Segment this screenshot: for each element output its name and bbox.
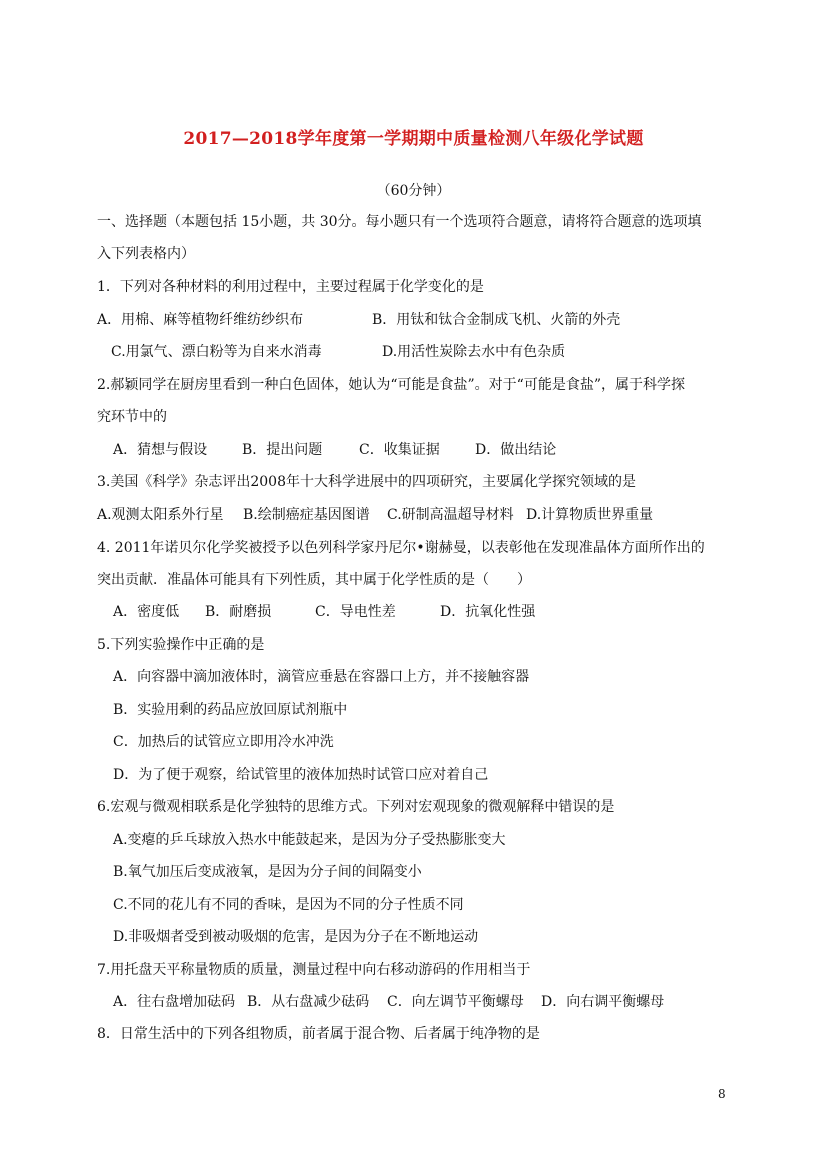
question-4-option-c: C．导电性差 xyxy=(315,604,396,620)
question-5-option-d: D．为了便于观察，给试管里的液体加热时试管口应对着自己 xyxy=(113,767,489,783)
question-1-option-d: D.用活性炭除去水中有色杂质 xyxy=(382,344,566,360)
question-6-option-b: B.氧气加压后变成液氧，是因为分子间的间隔变小 xyxy=(113,864,422,880)
question-7-stem: 7.用托盘天平称量物质的质量，测量过程中向右移动游码的作用相当于 xyxy=(97,962,531,978)
exam-title: 2017—2018学年度第一学期期中质量检测八年级化学试题 xyxy=(183,129,644,149)
exam-duration: （60分钟） xyxy=(376,183,451,199)
question-1-option-a: A．用棉、麻等植物纤维纺纱织布 xyxy=(97,312,304,328)
question-4-option-b: B．耐磨损 xyxy=(205,604,272,620)
question-2-option-b: B．提出问题 xyxy=(242,442,323,458)
question-2-option-a: A．猜想与假设 xyxy=(113,442,208,458)
question-3-option-b: B.绘制癌症基因图谱 xyxy=(243,507,370,523)
question-7-option-a: A．往右盘增加砝码 xyxy=(113,994,236,1010)
question-6-option-a: A.变瘪的乒乓球放入热水中能鼓起来，是因为分子受热膨胀变大 xyxy=(113,832,506,848)
question-4-option-d: D．抗氧化性强 xyxy=(440,604,536,620)
question-8-stem: 8．日常生活中的下列各组物质，前者属于混合物、后者属于纯净物的是 xyxy=(97,1026,540,1042)
question-7-option-b: B．从右盘减少砝码 xyxy=(247,994,370,1010)
question-3-option-d: D.计算物质世界重量 xyxy=(526,507,654,523)
question-7-option-c: C．向左调节平衡螺母 xyxy=(387,994,524,1010)
question-6-option-c: C.不同的花儿有不同的香味，是因为不同的分子性质不同 xyxy=(113,897,464,913)
question-1-option-c: C.用氯气、漂白粉等为自来水消毒 xyxy=(111,344,322,360)
question-1-option-b: B．用钛和钛合金制成飞机、火箭的外壳 xyxy=(372,312,621,328)
question-5-option-b: B．实验用剩的药品应放回原试剂瓶中 xyxy=(113,702,348,718)
question-2-option-c: C．收集证据 xyxy=(359,442,440,458)
question-2-stem-line2: 究环节中的 xyxy=(97,409,167,425)
question-4-stem-line1: 4. 2011年诺贝尔化学奖被授予以色列科学家丹尼尔•谢赫曼，以表彰他在发现准晶体方面所作出的 xyxy=(97,540,705,556)
question-7-option-d: D．向右调平衡螺母 xyxy=(541,994,665,1010)
question-4-option-a: A．密度低 xyxy=(113,604,180,620)
section-instruction-line2: 入下列表格内） xyxy=(97,246,195,262)
section-instruction-line1: 一、选择题（本题包括 15小题，共 30分。每小题只有一个选项符合题意，请将符合题意的选项填 xyxy=(97,214,702,230)
question-5-option-a: A．向容器中滴加液体时，滴管应垂悬在容器口上方，并不接触容器 xyxy=(113,669,530,685)
question-6-stem: 6.宏观与微观相联系是化学独特的思维方式。下列对宏观现象的微观解释中错误的是 xyxy=(97,799,615,815)
question-6-option-d: D.非吸烟者受到被动吸烟的危害，是因为分子在不断地运动 xyxy=(113,929,479,945)
question-3-stem: 3.美国《科学》杂志评出2008年十大科学进展中的四项研究，主要属化学探究领域的是 xyxy=(97,474,636,490)
question-1-stem: 1．下列对各种材料的利用过程中，主要过程属于化学变化的是 xyxy=(97,279,484,295)
question-5-stem: 5.下列实验操作中正确的是 xyxy=(97,637,265,653)
page-number: 8 xyxy=(718,1087,726,1101)
question-2-option-d: D．做出结论 xyxy=(475,442,557,458)
question-5-option-c: C．加热后的试管应立即用冷水冲洗 xyxy=(113,734,334,750)
question-2-stem-line1: 2.郝颖同学在厨房里看到一种白色固体，她认为“可能是食盐”。对于“可能是食盐”，属于科学探 xyxy=(97,377,685,393)
question-3-option-a: A.观测太阳系外行星 xyxy=(97,507,224,523)
question-3-option-c: C.研制高温超导材料 xyxy=(387,507,514,523)
question-4-stem-line2: 突出贡献．准晶体可能具有下列性质，其中属于化学性质的是（ ） xyxy=(97,572,531,588)
